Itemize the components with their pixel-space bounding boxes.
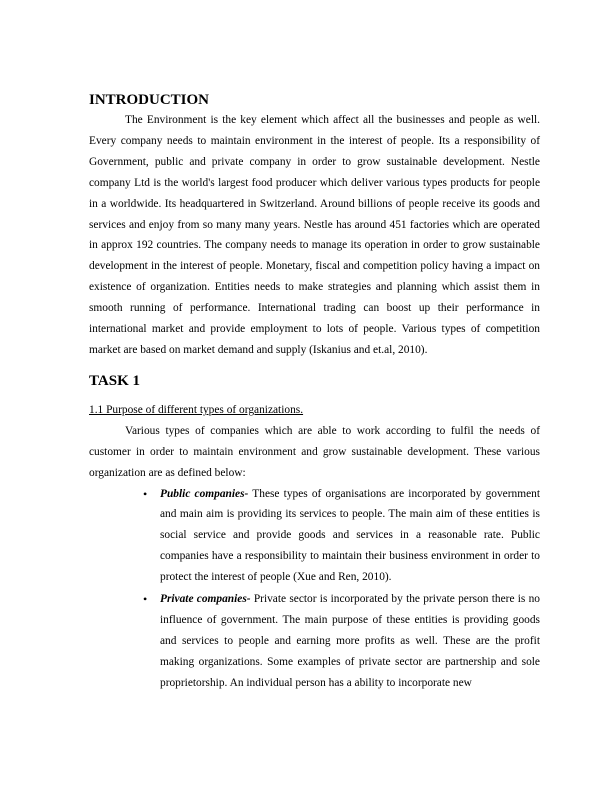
- task1-subheading: 1.1 Purpose of different types of organizations.: [89, 403, 304, 416]
- bullet-term: Private companies-: [160, 593, 251, 606]
- bullet-icon: •: [143, 592, 148, 607]
- organization-types-list: [89, 484, 540, 694]
- document-page: [89, 90, 540, 695]
- task1-heading: TASK 1: [89, 372, 140, 389]
- bullet-text: Private sector is incorporated by the private person there is no influence of government. The main purpose of these entities is providing goods and services to people and earning more profits as well. These are the profit making organizations. Some examples of private sector are partnership and sole proprietorship. An individual person has a ability to incorporate new: [160, 593, 540, 689]
- bullet-term: Public companies-: [160, 487, 249, 500]
- list-item-public-companies: [143, 484, 540, 589]
- bullet-text: These types of organisations are incorporated by government and main aim is providing its services to people. The main aim of these entities is social service and provide goods and services in a reasonable rate. Public companies have a responsibility to maintain their business environment in order to protect the interest of people (Xue and Ren, 2010).: [160, 487, 540, 584]
- bullet-icon: •: [143, 486, 148, 501]
- task1-paragraph: Various types of companies which are able to work according to fulfil the needs of customer in order to maintain environment and grow sustainable development. These various organization are as defined below:: [89, 424, 540, 479]
- list-item-private-companies: [143, 589, 540, 694]
- introduction-heading: INTRODUCTION: [89, 92, 210, 108]
- introduction-paragraph: The Environment is the key element which affect all the businesses and people as well. Every company needs to maintain environment in the interest of people. Its a responsibility of Government, public and private company in order to grow sustainable development. Nestle company Ltd is the world's largest food producer which deliver various types products for people in a worldwide. Its headquartered in Switzerland. Around billions of people receive its goods and services and enjoy from so many many years. Nestle has around 451 factories which are operated in approx 192 countries. The company needs to manage its operation in order to grow sustainable development in the interest of people. Monetary, fiscal and competition policy having a impact on existence of organization. Entities needs to make strategies and planning which assist them in smooth running of performance. International trading can boost up their performance in international market and provide employment to lots of people. Various types of competition market are based on market demand and supply (Iskanius and et.al, 2010).: [89, 114, 540, 356]
